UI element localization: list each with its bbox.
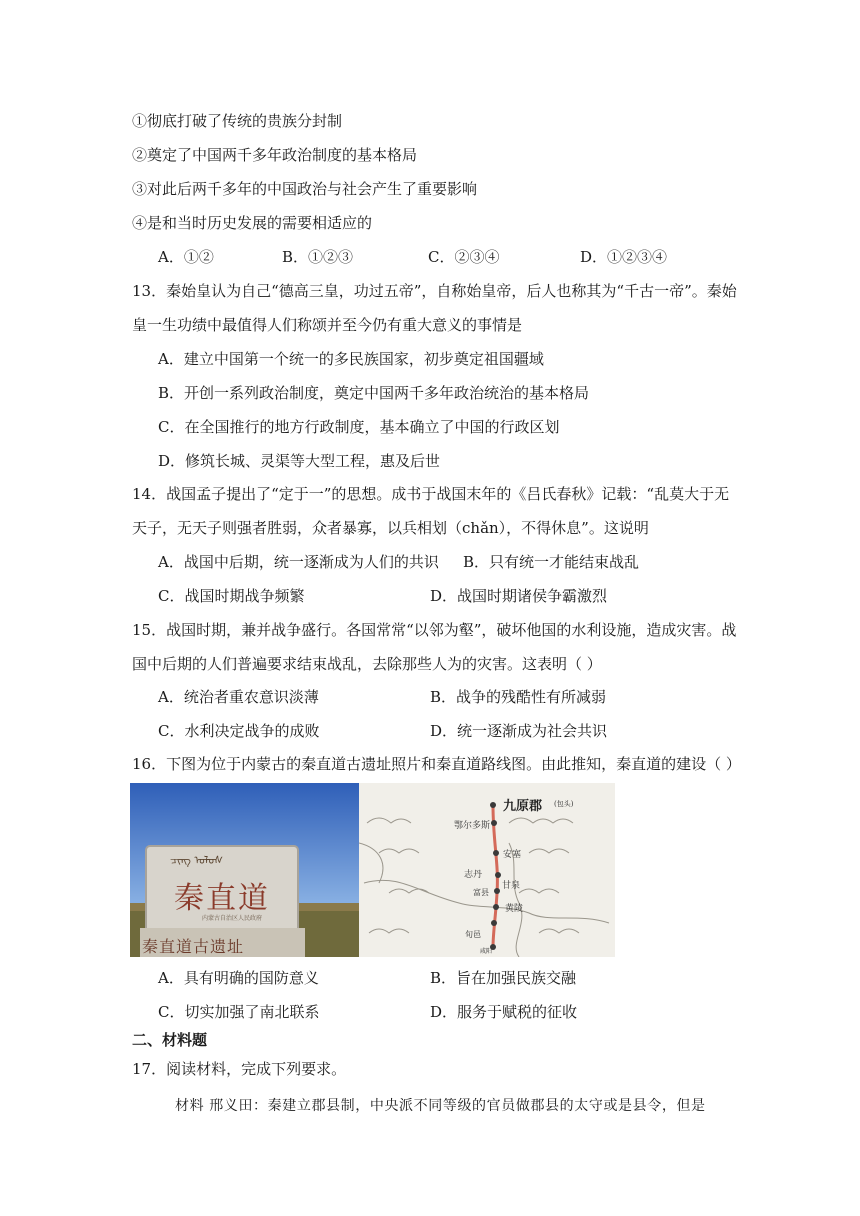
stele-base-text: 秦直道古遗址 bbox=[142, 937, 245, 956]
material-text: 材料 邢义田：秦建立郡县制，中央派不同等级的官员做郡县的太守或是县令，但是 bbox=[175, 1098, 706, 1114]
question-13-stem: 13．秦始皇认为自己“德高三皇，功过五帝”，自称始皇帝，后人也称其为“千古一帝”。秦始 bbox=[132, 282, 737, 300]
question-14-stem: 天子，无天子则强者胜弱，众者暴寡，以兵相划（chǎn），不得休息”。这说明 bbox=[132, 519, 649, 537]
option-a: A．①② bbox=[158, 248, 214, 266]
mongolian-inscription: ᠴᠢᠩ ᠤᠯᠤᠰ bbox=[170, 854, 224, 867]
option-c: C．②③④ bbox=[428, 248, 500, 266]
map-label-stop: 黄陵 bbox=[505, 904, 524, 914]
option-d: D．修筑长城、灵渠等大型工程，惠及后世 bbox=[158, 452, 441, 470]
map-label-stop: 安塞 bbox=[503, 850, 522, 860]
option-c: C．在全国推行的地方行政制度，基本确立了中国的行政区划 bbox=[158, 418, 560, 436]
option-c: C．切实加强了南北联系 bbox=[158, 1003, 320, 1021]
map-label-stop: 志丹 bbox=[464, 870, 483, 880]
option-b: B．只有统一才能结束战乱 bbox=[463, 553, 640, 571]
option-d: D．战国时期诸侯争霸激烈 bbox=[430, 587, 608, 605]
option-b: B．旨在加强民族交融 bbox=[430, 969, 577, 987]
option-a: A．战国中后期，统一逐渐成为人们的共识 bbox=[158, 553, 439, 571]
option-a: A．具有明确的国防意义 bbox=[158, 969, 319, 987]
option-a: A．建立中国第一个统一的多民族国家，初步奠定祖国疆域 bbox=[158, 350, 544, 368]
option-c: C．战国时期战争频繁 bbox=[158, 587, 305, 605]
option-d: D．①②③④ bbox=[580, 248, 668, 266]
map-label-stop: 甘泉 bbox=[502, 881, 521, 891]
qin-straight-road-photo bbox=[130, 783, 359, 957]
question-13-stem: 皇一生功绩中最值得人们称颂并至今仍有重大意义的事情是 bbox=[132, 316, 523, 334]
map-label-stop: 鄂尔多斯 bbox=[454, 821, 491, 831]
section-heading: 二、材料题 bbox=[132, 1031, 208, 1049]
question-15-stem: 15．战国时期，兼并战争盛行。各国常常“以邻为壑”，破坏他国的水利设施，造成灾害。战 bbox=[132, 621, 737, 639]
statement-4: ④是和当时历史发展的需要相适应的 bbox=[132, 214, 373, 232]
map-label-jiuyuan: 九原郡 bbox=[503, 799, 543, 814]
stele-title: 秦直道 bbox=[174, 881, 270, 916]
qin-straight-road-map bbox=[359, 783, 615, 957]
map-label-stop: 富县 bbox=[473, 888, 489, 897]
question-15-stem: 国中后期的人们普遍要求结束战乱，去除那些人为的灾害。这表明（ ） bbox=[132, 655, 602, 673]
map-label-stop: 旬邑 bbox=[465, 930, 481, 939]
option-a: A．统治者重农意识淡薄 bbox=[158, 688, 319, 706]
question-14-stem: 14．战国孟子提出了“定于一”的思想。成书于战国末年的《吕氏春秋》记载：“乱莫大于无 bbox=[132, 485, 730, 503]
statement-3: ③对此后两千多年的中国政治与社会产生了重要影响 bbox=[132, 180, 478, 198]
map-label-baotou: (包头) bbox=[554, 800, 574, 808]
statement-2: ②奠定了中国两千多年政治制度的基本格局 bbox=[132, 146, 418, 164]
map-label-stop: 咸阳 bbox=[480, 948, 493, 955]
option-b: B．①②③ bbox=[282, 248, 354, 266]
stele-small-text: 内蒙古自治区人民政府 bbox=[202, 915, 263, 922]
option-d: D．服务于赋税的征收 bbox=[430, 1003, 578, 1021]
option-b: B．开创一系列政治制度，奠定中国两千多年政治统治的基本格局 bbox=[158, 384, 590, 402]
option-d: D．统一逐渐成为社会共识 bbox=[430, 722, 608, 740]
question-16-stem: 16．下图为位于内蒙古的秦直道古遗址照片和秦直道路线图。由此推知，秦直道的建设（ ） bbox=[132, 755, 741, 773]
option-c: C．水利决定战争的成败 bbox=[158, 722, 320, 740]
question-17-stem: 17．阅读材料，完成下列要求。 bbox=[132, 1060, 347, 1078]
statement-1: ①彻底打破了传统的贵族分封制 bbox=[132, 112, 343, 130]
option-b: B．战争的残酷性有所减弱 bbox=[430, 688, 607, 706]
